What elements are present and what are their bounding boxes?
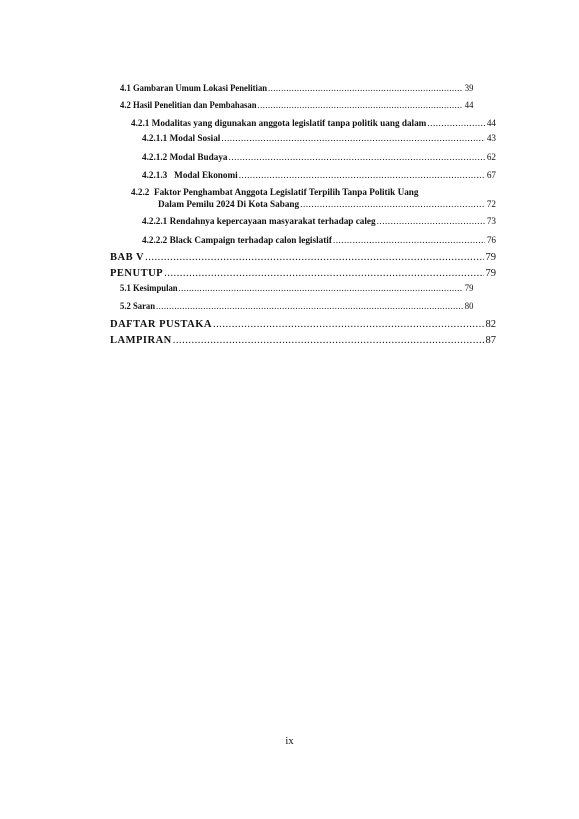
toc-entry[interactable] xyxy=(131,118,496,128)
toc-entry[interactable] xyxy=(142,133,496,143)
toc-leader xyxy=(156,301,463,311)
toc-entry-title-line2: Dalam Pemilu 2024 Di Kota Sabang xyxy=(158,199,300,209)
toc-leader xyxy=(221,133,484,143)
toc-leader xyxy=(179,283,463,293)
toc-entry-page: 80 xyxy=(464,301,474,311)
toc-leader xyxy=(239,170,485,180)
toc-entry-page: 72 xyxy=(486,199,496,209)
toc-leader xyxy=(164,268,483,279)
toc-leader xyxy=(173,335,484,346)
toc-entry[interactable] xyxy=(142,235,496,245)
toc-leader xyxy=(268,83,463,93)
toc-entry-title: DAFTAR PUSTAKA xyxy=(110,319,212,330)
toc-entry-page: 76 xyxy=(486,235,496,245)
toc-entry-page: 79 xyxy=(464,283,474,293)
toc-entry-page: 44 xyxy=(464,100,474,110)
toc-entry-page: 87 xyxy=(485,335,496,346)
toc-entry-title: 5.1 Kesimpulan xyxy=(120,283,178,293)
toc-entry-page: 82 xyxy=(485,319,496,330)
toc-leader xyxy=(333,235,485,245)
toc-entry-title: LAMPIRAN xyxy=(110,335,172,346)
toc-leader xyxy=(377,216,485,226)
toc-entry[interactable] xyxy=(110,268,496,279)
toc-entry-page: 79 xyxy=(485,268,496,279)
toc-entry[interactable] xyxy=(120,83,473,93)
toc-entry-title: 4.2.1.1 Modal Sosial xyxy=(142,133,221,143)
toc-leader xyxy=(257,100,462,110)
page-number: ix xyxy=(285,736,294,747)
toc-entry[interactable] xyxy=(142,152,496,162)
toc-entry[interactable] xyxy=(110,319,496,330)
toc-entry[interactable] xyxy=(110,252,496,263)
toc-entry[interactable] xyxy=(120,301,473,311)
toc-entry[interactable] xyxy=(120,100,473,110)
toc-entry-title: 4.2 Hasil Penelitian dan Pembahasan xyxy=(120,100,257,110)
toc-leader xyxy=(213,319,484,330)
toc-entry-page: 43 xyxy=(486,133,496,143)
toc-entry-page: 44 xyxy=(486,118,496,128)
toc-entry-page: 67 xyxy=(486,170,496,180)
toc-entry-title: 4.2.1.2 Modal Budaya xyxy=(142,152,228,162)
toc-entry-title-line1: 4.2.2 Faktor Penghambat Anggota Legislatif Terpilih Tanpa Politik Uang xyxy=(131,187,419,197)
toc-entry-page: 62 xyxy=(486,152,496,162)
toc-leader xyxy=(229,152,485,162)
toc-entry-title: 4.1 Gambaran Umum Lokasi Penelitian xyxy=(120,83,268,93)
toc-entry-title: 4.2.2.1 Rendahnya kepercayaan masyarakat terhadap caleg xyxy=(142,216,376,226)
toc-entry-title: 4.2.2.2 Black Campaign terhadap calon legislatif xyxy=(142,235,332,245)
toc-entry[interactable] xyxy=(131,187,496,209)
toc-entry[interactable] xyxy=(142,216,496,226)
toc-entry[interactable] xyxy=(110,335,496,346)
toc-entry-title: BAB V xyxy=(110,252,145,263)
toc-entry-title: 5.2 Saran xyxy=(120,301,156,311)
toc-entry[interactable] xyxy=(120,283,473,293)
toc-entry-page: 39 xyxy=(464,83,474,93)
toc-entry[interactable] xyxy=(142,170,496,180)
toc-entry-title: 4.2.1.3 Modal Ekonomi xyxy=(142,170,238,180)
toc-leader xyxy=(300,199,485,209)
toc-leader xyxy=(145,252,483,263)
toc-entry-title: 4.2.1 Modalitas yang digunakan anggota legislatif tanpa politik uang dalam xyxy=(131,118,427,128)
toc-entry-page: 73 xyxy=(486,216,496,226)
toc-entry-page: 79 xyxy=(485,252,496,263)
toc-entry-title: PENUTUP xyxy=(110,268,164,279)
toc-leader xyxy=(427,118,484,128)
